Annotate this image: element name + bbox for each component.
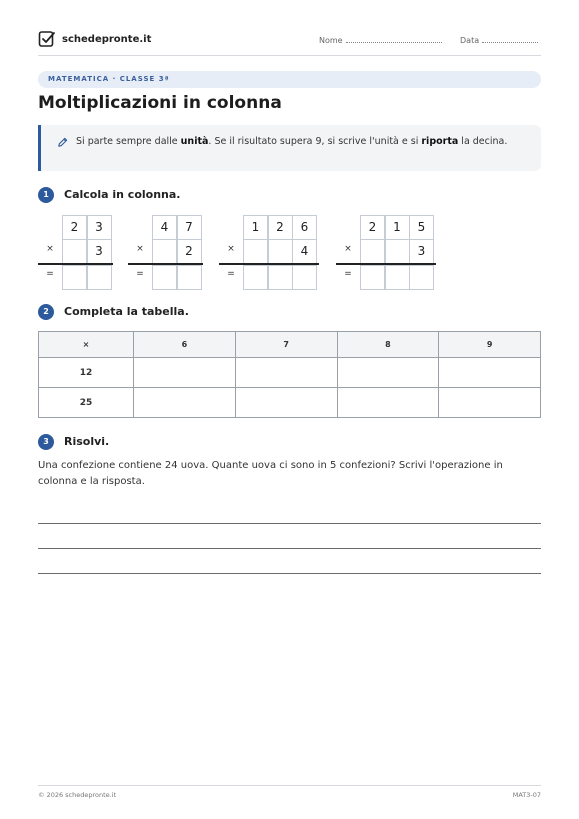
digit-cell: 4 bbox=[152, 215, 177, 240]
brand bbox=[38, 30, 151, 48]
copyright: © 2026 schedepronte.it bbox=[38, 791, 117, 799]
answer-cell[interactable] bbox=[439, 388, 541, 418]
section-title-2: Completa la tabella. bbox=[64, 305, 189, 318]
page-header bbox=[38, 30, 541, 56]
answer-line[interactable] bbox=[38, 548, 541, 549]
result-cell[interactable] bbox=[177, 265, 202, 290]
digit-cell: 1 bbox=[385, 215, 410, 240]
result-cell[interactable] bbox=[268, 265, 293, 290]
answer-cell[interactable] bbox=[337, 358, 439, 388]
section-number-3: 3 bbox=[38, 434, 54, 450]
date-label: Data bbox=[460, 36, 480, 45]
result-cell[interactable] bbox=[243, 265, 268, 290]
digit-cell bbox=[385, 239, 410, 264]
digit-cell bbox=[268, 239, 293, 264]
table-header: 7 bbox=[235, 332, 337, 358]
result-cell[interactable] bbox=[87, 265, 112, 290]
answer-cell[interactable] bbox=[134, 388, 236, 418]
digit-cell: 2 bbox=[268, 215, 293, 240]
digit-cell: 4 bbox=[292, 239, 317, 264]
result-line bbox=[219, 263, 319, 265]
answer-cell[interactable] bbox=[235, 388, 337, 418]
answer-cell[interactable] bbox=[337, 388, 439, 418]
digit-cell: 3 bbox=[87, 239, 112, 264]
table-header: 6 bbox=[134, 332, 236, 358]
date-blank[interactable] bbox=[482, 35, 538, 43]
page-title: Moltiplicazioni in colonna bbox=[38, 93, 282, 113]
result-cell[interactable] bbox=[409, 265, 434, 290]
digit-cell: 5 bbox=[409, 215, 434, 240]
digit-cell: 2 bbox=[360, 215, 385, 240]
tip-text: Si parte sempre dalle unità. Se il risultato supera 9, si scrive l'unità e si riporta la decina. bbox=[76, 136, 508, 147]
table-header: 8 bbox=[337, 332, 439, 358]
digit-cell: 2 bbox=[62, 215, 87, 240]
multiplication-table bbox=[38, 331, 541, 418]
table-row bbox=[39, 358, 541, 388]
digit-cell: 3 bbox=[409, 239, 434, 264]
table-row bbox=[39, 388, 541, 418]
name-field[interactable] bbox=[319, 35, 442, 45]
answer-line[interactable] bbox=[38, 523, 541, 524]
digit-cell: 7 bbox=[177, 215, 202, 240]
result-line bbox=[38, 263, 113, 265]
answer-cell[interactable] bbox=[439, 358, 541, 388]
times-sign: × bbox=[344, 244, 352, 254]
page-footer bbox=[38, 785, 541, 799]
answer-cell[interactable] bbox=[134, 358, 236, 388]
digit-cell: 1 bbox=[243, 215, 268, 240]
digit-cell: 3 bbox=[87, 215, 112, 240]
digit-cell bbox=[152, 239, 177, 264]
digit-cell: 6 bbox=[292, 215, 317, 240]
section-title-3: Risolvi. bbox=[64, 435, 110, 448]
digit-cell bbox=[243, 239, 268, 264]
table-header-row bbox=[39, 332, 541, 358]
name-label: Nome bbox=[319, 36, 343, 45]
result-cell[interactable] bbox=[385, 265, 410, 290]
subject-badge: MATEMATICA · CLASSE 3ª bbox=[38, 71, 541, 88]
times-sign: × bbox=[227, 244, 235, 254]
section-number-2: 2 bbox=[38, 304, 54, 320]
equals-sign: = bbox=[136, 269, 144, 279]
equals-sign: = bbox=[46, 269, 54, 279]
equals-sign: = bbox=[227, 269, 235, 279]
date-field[interactable] bbox=[460, 35, 538, 45]
equals-sign: = bbox=[344, 269, 352, 279]
table-header: 9 bbox=[439, 332, 541, 358]
digit-cell bbox=[360, 239, 385, 264]
checkbox-logo-icon bbox=[38, 30, 56, 48]
result-cell[interactable] bbox=[360, 265, 385, 290]
section-number-1: 1 bbox=[38, 187, 54, 203]
times-sign: × bbox=[46, 244, 54, 254]
digit-cell: 2 bbox=[177, 239, 202, 264]
problem-text: Una confezione contiene 24 uova. Quante uova ci sono in 5 confezioni? Scrivi l'operazione in colonna e la risposta. bbox=[38, 460, 503, 487]
result-cell[interactable] bbox=[62, 265, 87, 290]
row-header: 25 bbox=[39, 388, 134, 418]
table-header: × bbox=[39, 332, 134, 358]
pencil-icon bbox=[57, 137, 68, 148]
result-cell[interactable] bbox=[292, 265, 317, 290]
result-line bbox=[128, 263, 203, 265]
section-title-1: Calcola in colonna. bbox=[64, 188, 181, 201]
worksheet-code: MAT3-07 bbox=[512, 791, 541, 799]
answer-line[interactable] bbox=[38, 573, 541, 574]
digit-cell bbox=[62, 239, 87, 264]
brand-name: schedepronte.it bbox=[62, 33, 152, 45]
result-cell[interactable] bbox=[152, 265, 177, 290]
row-header: 12 bbox=[39, 358, 134, 388]
answer-cell[interactable] bbox=[235, 358, 337, 388]
tip-box bbox=[38, 125, 541, 171]
name-blank[interactable] bbox=[346, 35, 442, 43]
times-sign: × bbox=[136, 244, 144, 254]
result-line bbox=[336, 263, 436, 265]
